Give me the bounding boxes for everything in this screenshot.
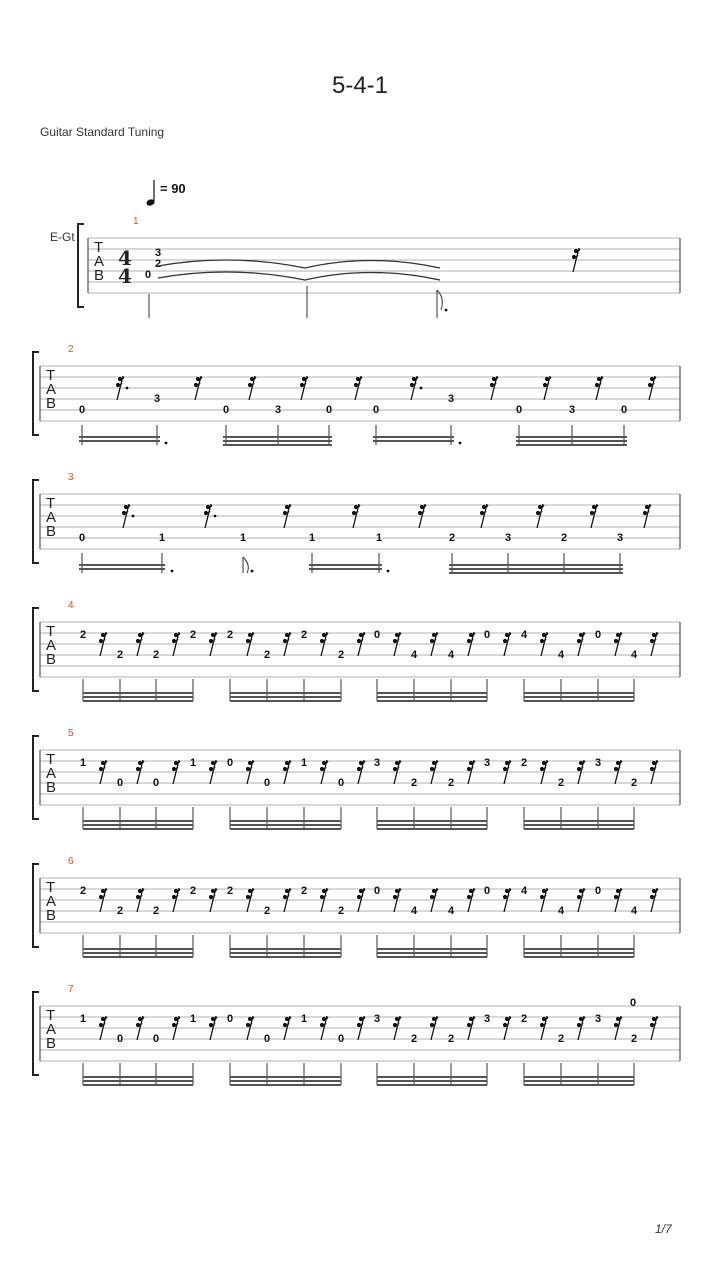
rest-dot [214, 515, 217, 518]
tab-letter: B [46, 779, 57, 796]
fret-number: 2 [155, 258, 162, 270]
fret-number: 2 [190, 885, 197, 897]
tab-letter: A [94, 253, 105, 270]
fret-number: 2 [521, 1013, 528, 1025]
fret-number: 2 [117, 649, 124, 661]
fret-number: 0 [338, 777, 345, 789]
tuning-label: Guitar Standard Tuning [40, 125, 165, 139]
tab-letter: T [46, 623, 56, 640]
fret-number: 2 [80, 885, 87, 897]
tab-letter: B [94, 267, 105, 284]
fret-number: 2 [338, 905, 345, 917]
tab-letter: T [46, 1007, 56, 1024]
fret-number: 4 [521, 885, 528, 897]
fret-number: 4 [521, 629, 528, 641]
tab-letter: T [46, 495, 56, 512]
fret-number: 3 [595, 1013, 602, 1025]
note-dot [445, 309, 448, 312]
fret-number: 0 [595, 629, 602, 641]
rest-dot [132, 515, 135, 518]
fret-number: 0 [338, 1033, 345, 1045]
tab-letter: A [46, 1021, 57, 1038]
tab-letter: T [46, 879, 56, 896]
fret-number: 4 [411, 905, 418, 917]
fret-number: 0 [326, 404, 333, 416]
tab-letter: A [46, 893, 57, 910]
tab-letter: A [46, 509, 57, 526]
fret-number: 0 [484, 629, 491, 641]
system-bracket [78, 224, 84, 307]
fret-number: 0 [374, 629, 381, 641]
fret-number: 4 [631, 649, 638, 661]
fret-number: 2 [153, 905, 160, 917]
fret-number: 3 [505, 532, 512, 544]
fret-number: 2 [411, 1033, 418, 1045]
fret-number: 2 [558, 1033, 565, 1045]
fret-number: 3 [275, 404, 282, 416]
tab-letter: T [94, 239, 104, 256]
fret-number: 1 [301, 757, 308, 769]
fret-number: 4 [558, 649, 565, 661]
fret-number: 2 [449, 532, 456, 544]
fret-number: 0 [621, 404, 628, 416]
fret-number: 2 [227, 885, 234, 897]
fret-number: 2 [448, 1033, 455, 1045]
fret-number: 3 [155, 247, 162, 259]
tab-letter: B [46, 1035, 57, 1052]
fret-number: 1 [376, 532, 383, 544]
fret-number: 0 [264, 1033, 271, 1045]
tempo-value: = 90 [160, 181, 186, 196]
fret-number: 0 [516, 404, 523, 416]
rest-dot [126, 387, 129, 390]
tab-system-3 [33, 472, 680, 573]
fret-number: 0 [374, 885, 381, 897]
tab-system-7 [33, 984, 680, 1085]
note-dot [459, 442, 462, 445]
instrument-label: E-Gt [50, 230, 75, 244]
measure-number: 5 [68, 728, 74, 739]
fret-number: 1 [80, 757, 87, 769]
fret-number: 2 [301, 629, 308, 641]
fret-number: 2 [264, 649, 271, 661]
fret-number: 0 [117, 1033, 124, 1045]
fret-number: 2 [227, 629, 234, 641]
fret-number: 2 [190, 629, 197, 641]
fret-number: 4 [411, 649, 418, 661]
time-signature-top: 4 [118, 246, 132, 270]
system-bracket [33, 608, 39, 691]
note-dot [171, 570, 174, 573]
fret-number: 1 [190, 757, 197, 769]
tab-letter: A [46, 381, 57, 398]
note-flag [437, 290, 442, 318]
tab-letter: T [46, 751, 56, 768]
fret-number: 0 [264, 777, 271, 789]
fret-number: 1 [80, 1013, 87, 1025]
tab-letter: A [46, 637, 57, 654]
fret-number: 4 [558, 905, 565, 917]
tab-letter: B [46, 907, 57, 924]
fret-number: 3 [484, 1013, 491, 1025]
fret-number: 2 [153, 649, 160, 661]
fret-number: 2 [338, 649, 345, 661]
system-bracket [33, 992, 39, 1075]
tab-letter: A [46, 765, 57, 782]
measure-number: 7 [68, 984, 74, 995]
fret-number: 0 [595, 885, 602, 897]
fret-number: 2 [411, 777, 418, 789]
system-bracket [33, 352, 39, 435]
tab-system-4 [33, 600, 680, 701]
fret-number: 3 [569, 404, 576, 416]
fret-number: 3 [617, 532, 624, 544]
fret-number: 2 [558, 777, 565, 789]
fret-number: 0 [373, 404, 380, 416]
note-flag [243, 557, 248, 573]
fret-number: 2 [561, 532, 568, 544]
fret-number: 2 [631, 1033, 638, 1045]
fret-number: 1 [190, 1013, 197, 1025]
tab-system-1 [78, 216, 680, 318]
fret-number: 0 [153, 1033, 160, 1045]
fret-number: 2 [301, 885, 308, 897]
fret-number: 0 [223, 404, 230, 416]
fret-number: 1 [240, 532, 247, 544]
time-signature-bottom: 4 [118, 264, 132, 288]
fret-number: 0 [153, 777, 160, 789]
fret-number: 0 [227, 757, 234, 769]
fret-number: 3 [154, 393, 161, 405]
fret-number: 0 [145, 269, 152, 281]
fret-number: 0 [79, 404, 86, 416]
tab-system-6 [33, 856, 680, 957]
fret-number: 3 [448, 393, 455, 405]
fret-number: 0 [79, 532, 86, 544]
measure-number: 1 [133, 216, 139, 227]
system-bracket [33, 480, 39, 563]
fret-number: 3 [374, 757, 381, 769]
fret-number: 4 [448, 905, 455, 917]
fret-number: 1 [309, 532, 316, 544]
fret-number: 3 [595, 757, 602, 769]
tie-curve [158, 272, 440, 280]
fret-number: 2 [631, 777, 638, 789]
measure-number: 2 [68, 344, 74, 355]
fret-number: 1 [301, 1013, 308, 1025]
tie-curve [158, 260, 440, 268]
note-dot [165, 442, 168, 445]
tab-system-2 [33, 344, 680, 445]
rest-dot [420, 387, 423, 390]
system-bracket [33, 736, 39, 819]
page-number: 1/7 [655, 1222, 672, 1236]
measure-number: 3 [68, 472, 74, 483]
fret-number: 3 [374, 1013, 381, 1025]
tab-letter: B [46, 523, 57, 540]
note-dot [387, 570, 390, 573]
fret-number: 2 [117, 905, 124, 917]
fret-number: 2 [448, 777, 455, 789]
fret-number: 0 [117, 777, 124, 789]
fret-number: 0 [484, 885, 491, 897]
fret-number: 2 [80, 629, 87, 641]
measure-number: 4 [68, 600, 74, 611]
note-dot [251, 570, 254, 573]
tab-letter: B [46, 651, 57, 668]
system-bracket [33, 864, 39, 947]
fret-number: 4 [631, 905, 638, 917]
measure-number: 6 [68, 856, 74, 867]
fret-number: 1 [159, 532, 166, 544]
tab-letter: T [46, 367, 56, 384]
fret-number: 2 [521, 757, 528, 769]
fret-number: 3 [484, 757, 491, 769]
fret-number: 0 [630, 997, 637, 1009]
tab-letter: B [46, 395, 57, 412]
fret-number: 4 [448, 649, 455, 661]
fret-number: 0 [227, 1013, 234, 1025]
tab-system-5 [33, 728, 680, 829]
fret-number: 2 [264, 905, 271, 917]
song-title: 5-4-1 [331, 72, 389, 99]
